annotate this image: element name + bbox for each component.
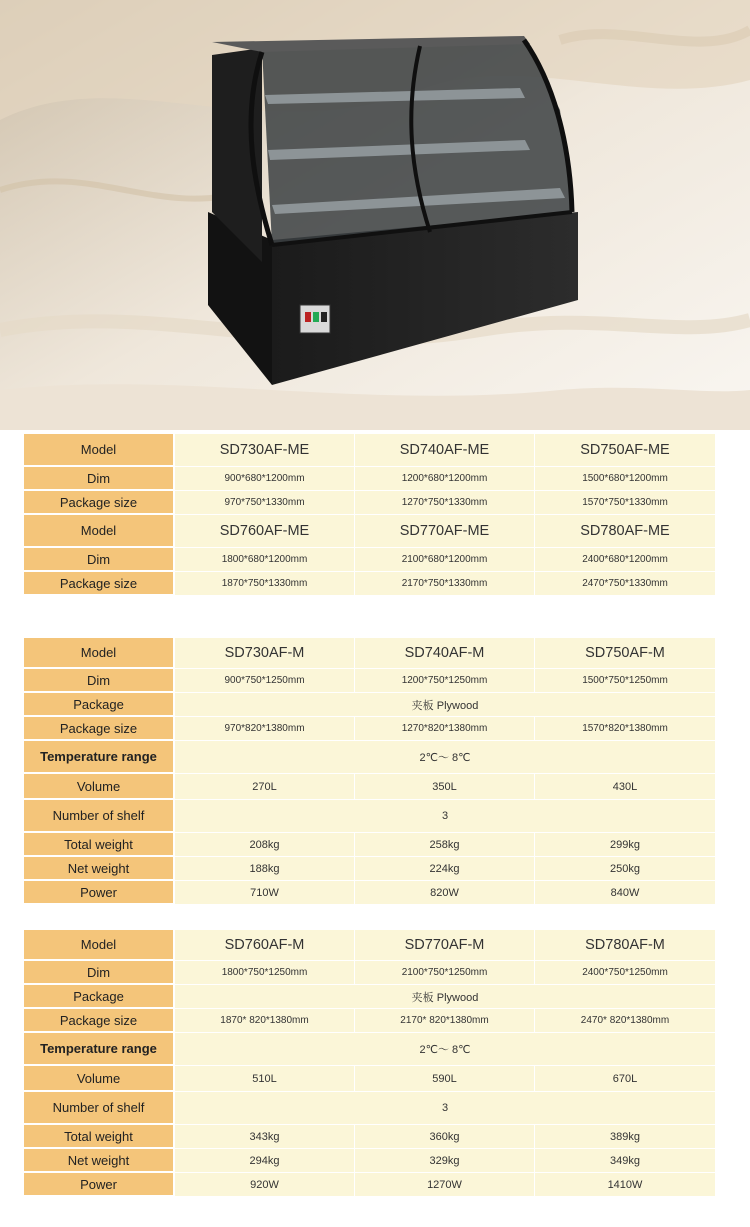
table-row [24,572,715,596]
table-row [24,857,715,881]
value-cell: 299kg [535,833,715,857]
table-row [24,1033,715,1066]
table-row [24,800,715,833]
value-cell: 350L [355,774,535,800]
row-label: Dim [24,548,175,572]
value-cell: 208kg [175,833,355,857]
table-row [24,491,715,515]
value-cell: 820W [355,881,535,905]
row-label: Model [24,515,175,548]
model-name-cell: SD760AF-M [175,930,355,961]
value-cell: 920W [175,1173,355,1197]
table-row [24,515,715,548]
value-cell: 900*750*1250mm [175,669,355,693]
value-cell: 970*750*1330mm [175,491,355,515]
row-label: Net weight [24,857,175,881]
row-label: Number of shelf [24,1092,175,1125]
value-cell: 270L [175,774,355,800]
model-name-cell: SD780AF-ME [535,515,715,548]
table-row [24,638,715,669]
value-cell: 1870*750*1330mm [175,572,355,596]
value-cell: 1410W [535,1173,715,1197]
model-name-cell: SD730AF-ME [175,434,355,467]
value-cell: 389kg [535,1125,715,1149]
table-row [24,881,715,905]
value-cell: 1800*750*1250mm [175,961,355,985]
merged-value-cell: 夹板 Plywood [175,985,715,1009]
merged-value-cell: 2℃～ 8℃ [175,1033,715,1066]
table-row [24,717,715,741]
value-cell: 258kg [355,833,535,857]
table-row [24,774,715,800]
row-label: Temperature range [24,1033,175,1066]
table-row [24,434,715,467]
value-cell: 1270*820*1380mm [355,717,535,741]
merged-value-cell: 夹板 Plywood [175,693,715,717]
value-cell: 1200*750*1250mm [355,669,535,693]
value-cell: 2100*750*1250mm [355,961,535,985]
table-row [24,1092,715,1125]
merged-value-cell: 2℃～ 8℃ [175,741,715,774]
row-label: Volume [24,774,175,800]
value-cell: 840W [535,881,715,905]
row-label: Total weight [24,1125,175,1149]
value-cell: 250kg [535,857,715,881]
table-row [24,467,715,491]
row-label: Power [24,881,175,905]
row-label: Package [24,985,175,1009]
value-cell: 1200*680*1200mm [355,467,535,491]
product-hero-image [0,0,750,430]
table-row [24,548,715,572]
value-cell: 510L [175,1066,355,1092]
table-row [24,741,715,774]
value-cell: 1800*680*1200mm [175,548,355,572]
value-cell: 2170* 820*1380mm [355,1009,535,1033]
row-label: Model [24,434,175,467]
row-label: Dim [24,961,175,985]
value-cell: 360kg [355,1125,535,1149]
model-name-cell: SD730AF-M [175,638,355,669]
table-row [24,669,715,693]
model-name-cell: SD770AF-ME [355,515,535,548]
value-cell: 2470* 820*1380mm [535,1009,715,1033]
value-cell: 188kg [175,857,355,881]
merged-value-cell: 3 [175,800,715,833]
row-label: Power [24,1173,175,1197]
value-cell: 294kg [175,1149,355,1173]
value-cell: 329kg [355,1149,535,1173]
row-label: Temperature range [24,741,175,774]
table-row [24,1125,715,1149]
row-label: Number of shelf [24,800,175,833]
value-cell: 970*820*1380mm [175,717,355,741]
merged-value-cell: 3 [175,1092,715,1125]
value-cell: 710W [175,881,355,905]
value-cell: 430L [535,774,715,800]
spec-table-ME [24,434,715,596]
value-cell: 590L [355,1066,535,1092]
model-name-cell: SD750AF-ME [535,434,715,467]
value-cell: 343kg [175,1125,355,1149]
row-label: Total weight [24,833,175,857]
model-name-cell: SD780AF-M [535,930,715,961]
value-cell: 2400*750*1250mm [535,961,715,985]
model-name-cell: SD750AF-M [535,638,715,669]
row-label: Model [24,930,175,961]
table-row [24,1173,715,1197]
table-row [24,833,715,857]
row-label: Package size [24,717,175,741]
row-label: Package size [24,491,175,515]
spec-table-M-large [24,930,715,1197]
row-label: Net weight [24,1149,175,1173]
row-label: Package size [24,572,175,596]
table-row [24,961,715,985]
value-cell: 1870* 820*1380mm [175,1009,355,1033]
table-row [24,985,715,1009]
model-name-cell: SD760AF-ME [175,515,355,548]
row-label: Dim [24,467,175,491]
table-row [24,1149,715,1173]
value-cell: 224kg [355,857,535,881]
value-cell: 1500*680*1200mm [535,467,715,491]
value-cell: 2170*750*1330mm [355,572,535,596]
value-cell: 2400*680*1200mm [535,548,715,572]
value-cell: 2100*680*1200mm [355,548,535,572]
spec-table-M-small [24,638,715,905]
table-row [24,1009,715,1033]
value-cell: 670L [535,1066,715,1092]
value-cell: 349kg [535,1149,715,1173]
row-label: Model [24,638,175,669]
value-cell: 1570*820*1380mm [535,717,715,741]
value-cell: 900*680*1200mm [175,467,355,491]
model-name-cell: SD740AF-M [355,638,535,669]
value-cell: 1270W [355,1173,535,1197]
row-label: Package size [24,1009,175,1033]
value-cell: 1500*750*1250mm [535,669,715,693]
row-label: Package [24,693,175,717]
model-name-cell: SD740AF-ME [355,434,535,467]
display-cabinet-illustration [0,0,750,430]
row-label: Volume [24,1066,175,1092]
value-cell: 2470*750*1330mm [535,572,715,596]
value-cell: 1570*750*1330mm [535,491,715,515]
row-label: Dim [24,669,175,693]
table-row [24,1066,715,1092]
table-row [24,693,715,717]
table-row [24,930,715,961]
model-name-cell: SD770AF-M [355,930,535,961]
value-cell: 1270*750*1330mm [355,491,535,515]
